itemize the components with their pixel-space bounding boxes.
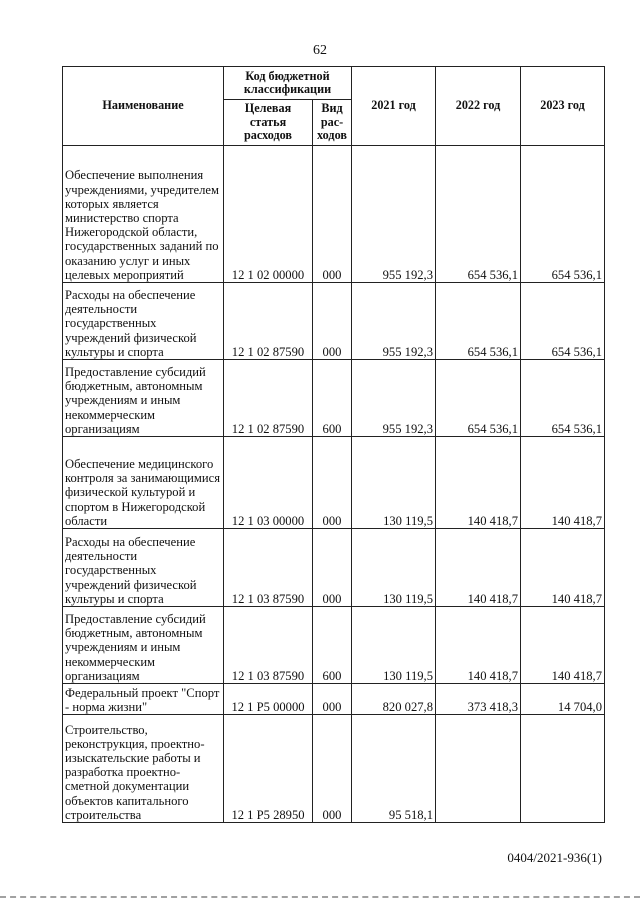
header-name: Наименование [63, 67, 224, 146]
row-value-2021: 820 027,8 [352, 684, 436, 715]
row-value-2021: 130 119,5 [352, 607, 436, 684]
document-registration-code: 0404/2021-936(1) [507, 850, 602, 865]
row-name: Расходы на обеспечение деятельности государственных учреждений физической культуры и спорта [63, 529, 224, 607]
row-target-code: 12 1 02 87590 [224, 360, 313, 437]
header-2021: 2021 год [352, 67, 436, 146]
row-expense-type: 000 [313, 529, 352, 607]
row-value-2021: 130 119,5 [352, 437, 436, 529]
row-value-2023 [521, 715, 605, 823]
table-row [63, 684, 605, 715]
table-row [63, 715, 605, 823]
row-expense-type: 000 [313, 146, 352, 283]
row-value-2021: 955 192,3 [352, 283, 436, 360]
row-expense-type: 000 [313, 437, 352, 529]
row-name: Федеральный проект "Спорт - норма жизни" [63, 684, 224, 715]
row-target-code: 12 1 02 87590 [224, 283, 313, 360]
table-row [63, 283, 605, 360]
row-value-2023: 140 418,7 [521, 437, 605, 529]
row-value-2022: 140 418,7 [436, 529, 521, 607]
row-value-2021: 95 518,1 [352, 715, 436, 823]
row-value-2022 [436, 715, 521, 823]
row-target-code: 12 1 03 00000 [224, 437, 313, 529]
row-value-2022: 373 418,3 [436, 684, 521, 715]
header-2022: 2022 год [436, 67, 521, 146]
table-row [63, 437, 605, 529]
row-target-code: 12 1 Р5 00000 [224, 684, 313, 715]
table-row [63, 360, 605, 437]
row-value-2022: 140 418,7 [436, 607, 521, 684]
row-target-code: 12 1 03 87590 [224, 529, 313, 607]
scan-bottom-edge [0, 896, 640, 898]
header-2023: 2023 год [521, 67, 605, 146]
row-value-2023: 654 536,1 [521, 360, 605, 437]
row-value-2023: 14 704,0 [521, 684, 605, 715]
row-name: Обеспечение выполнения учреждениями, учредителем которых является министерство спорта Нижегородской области, государственных заданий по оказанию услуг и иных целевых мероприятий [63, 146, 224, 283]
row-expense-type: 000 [313, 715, 352, 823]
row-value-2022: 654 536,1 [436, 360, 521, 437]
row-value-2023: 654 536,1 [521, 283, 605, 360]
table-row [63, 146, 605, 283]
row-name: Предоставление субсидий бюджетным, автономным учреждениям и иным некоммерческим организациям [63, 607, 224, 684]
row-target-code: 12 1 Р5 28950 [224, 715, 313, 823]
row-value-2021: 130 119,5 [352, 529, 436, 607]
row-expense-type: 600 [313, 607, 352, 684]
row-target-code: 12 1 03 87590 [224, 607, 313, 684]
row-name: Обеспечение медицинского контроля за занимающимися физической культурой и спортом в Нижегородской области [63, 437, 224, 529]
row-name: Предоставление субсидий бюджетным, автономным учреждениям и иным некоммерческим организациям [63, 360, 224, 437]
row-value-2022: 654 536,1 [436, 146, 521, 283]
row-name: Строительство, реконструкция, проектно-изыскательские работы и разработка проектно-сметной документации объектов капитального строительства [63, 715, 224, 823]
page-number: 62 [313, 43, 327, 58]
table-row [63, 607, 605, 684]
row-value-2022: 140 418,7 [436, 437, 521, 529]
table-row [63, 529, 605, 607]
row-name: Расходы на обеспечение деятельности государственных учреждений физической культуры и спорта [63, 283, 224, 360]
row-value-2021: 955 192,3 [352, 146, 436, 283]
header-code-group: Код бюджетной классификации [224, 67, 352, 100]
row-expense-type: 600 [313, 360, 352, 437]
header-target-article: Целевая статья расходов [224, 100, 313, 146]
header-expense-type: Вид рас- ходов [313, 100, 352, 146]
row-value-2023: 654 536,1 [521, 146, 605, 283]
budget-table [62, 66, 605, 823]
row-value-2023: 140 418,7 [521, 607, 605, 684]
row-value-2023: 140 418,7 [521, 529, 605, 607]
row-expense-type: 000 [313, 283, 352, 360]
row-value-2021: 955 192,3 [352, 360, 436, 437]
row-expense-type: 000 [313, 684, 352, 715]
row-value-2022: 654 536,1 [436, 283, 521, 360]
row-target-code: 12 1 02 00000 [224, 146, 313, 283]
